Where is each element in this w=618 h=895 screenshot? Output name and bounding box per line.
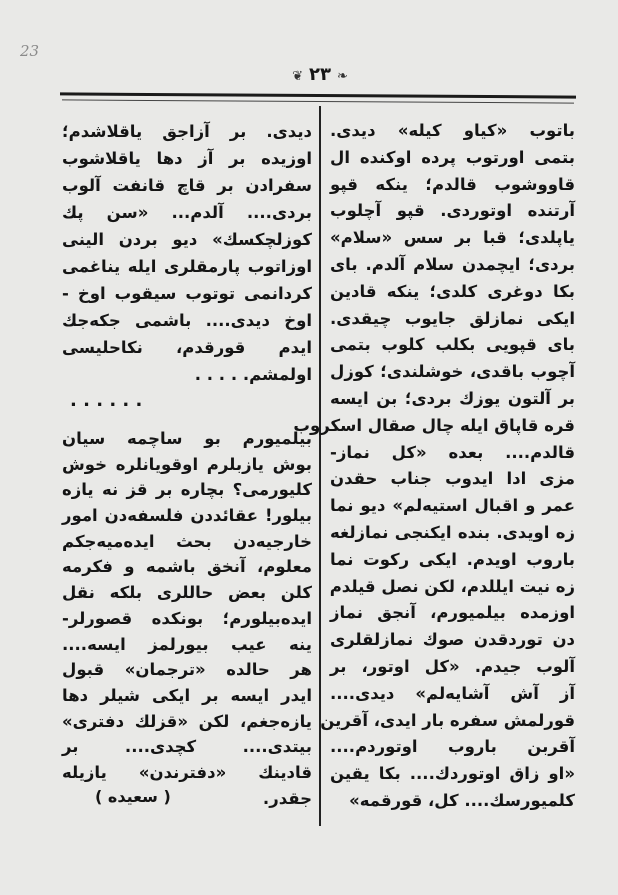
text-line: اوزمده بیلمیورم، آنجق نماز bbox=[330, 603, 575, 623]
text-line: آز آش آشایه‌لم» دیدی.... bbox=[330, 683, 575, 703]
header-rule-thick bbox=[60, 92, 576, 98]
text-line: بردی؛ ایچمدن سلام آلدم. بای bbox=[330, 254, 575, 274]
text-line: یاپلدی؛ قبا بر سس «سلام» bbox=[330, 228, 575, 248]
margin-pencil-note: 23 bbox=[20, 42, 40, 60]
text-line: ایده‌بیلورم؛ بونکده قصورلر- bbox=[62, 608, 312, 628]
text-line: بیتدی.... کچدی.... بر bbox=[62, 737, 312, 757]
text-line: آلوب جیدم. «کل اوتور، بر bbox=[330, 656, 575, 676]
text-line: یازه‌جغم، لکن «قزلك دفتری» bbox=[62, 711, 312, 731]
right-column bbox=[293, 118, 575, 815]
text-line: ینه عیب بیورلمز ایسه.... bbox=[62, 634, 312, 654]
text-line: بردی.... آلدم... «سن پك bbox=[62, 203, 312, 222]
text-line: قادینك «دفترندن» یازیله bbox=[62, 762, 312, 782]
left-column-bottom bbox=[62, 426, 312, 811]
text-line: اوزیده بر آز دها یاقلاشوب bbox=[62, 149, 312, 168]
left-column-top bbox=[62, 118, 312, 388]
text-line: آقربن باروب اوتوردم.... bbox=[330, 737, 575, 757]
section-separator-dots: . . . . . . bbox=[70, 390, 143, 411]
page-number: ۲۳ bbox=[309, 64, 331, 85]
page-header bbox=[270, 64, 370, 85]
text-line: باتوب «کیاو کیله» دیدی. bbox=[330, 121, 575, 140]
text-line: کردانمی توتوب سیقوب اوخ - bbox=[62, 284, 312, 303]
text-line: جقدر. bbox=[262, 788, 312, 808]
text-line: اولمشم. . . . . bbox=[194, 365, 312, 384]
text-line: ایکی نمازلق جایوب چیقدی. bbox=[330, 308, 575, 328]
ornament-right-icon: ❧ bbox=[336, 69, 348, 84]
text-line: اوزاتوب پارمقلری ایله یناغمی bbox=[62, 257, 312, 276]
text-line: اوخ دیدی.... باشمی جکه‌جك bbox=[62, 311, 312, 330]
text-line: کوزلچکسك» دیو بردن الینی bbox=[62, 230, 312, 249]
author-signature: ( سعیده ) bbox=[95, 787, 171, 806]
text-line: قورلمش سفره بار ایدی، آقرین bbox=[320, 710, 575, 730]
text-line: ایدر ایسه بر ایکی شیلر دها bbox=[62, 685, 312, 705]
text-line: بکا دوغری کلدی؛ ینکه قادین bbox=[330, 281, 575, 301]
text-line: بیلمیورم بو ساچمه سیان bbox=[62, 429, 312, 448]
text-line: خارجیه‌دن بحث ایده‌میه‌جکم bbox=[62, 531, 312, 551]
text-line: بای قپویی بکلب کلوب بتمی bbox=[330, 335, 575, 355]
text-line: آرتنده اوتوردی. قپو آچلوب bbox=[330, 201, 575, 221]
text-line: بر آلتون یوزك بردی؛ بن ایسه bbox=[330, 388, 575, 408]
text-line: کلمیورسك.... کل، قورقمه» bbox=[349, 790, 575, 810]
text-line: کلیورمی؟ بچاره بر قز نه یازه bbox=[62, 480, 312, 500]
text-line: باروب اویدم. ایکی رکوت نما bbox=[330, 549, 575, 569]
text-line: معلوم، آنخق باشمه و فکرمه bbox=[62, 557, 312, 577]
text-line: کلن بعض حاللری بلکه نقل bbox=[62, 583, 312, 603]
ornament-left-icon: ❦ bbox=[292, 69, 303, 84]
text-line: زه اویدی. بنده ایکنجی نمازلغه bbox=[330, 522, 575, 542]
text-line: آچوب باقدی، خوشلندی؛ کوزل bbox=[330, 362, 575, 382]
text-line: بتمی اورتوب پرده اوکنده ال bbox=[330, 147, 575, 167]
text-line: بیلور! عقائددن فلسفه‌دن امور bbox=[62, 506, 312, 526]
text-line: بوش یازبلرم اوقویانلره خوش bbox=[62, 454, 312, 474]
text-line: قالدم.... بعده «کل نماز- bbox=[330, 442, 575, 462]
text-line: هر حالده «ترجمان» قبول bbox=[62, 660, 312, 680]
text-line: «او زاق اوتوردك.... بکا یقین bbox=[330, 764, 575, 784]
text-line: عمر و اقبال استیه‌لم» دیو نما bbox=[330, 496, 575, 516]
text-line: دیدی. بر آزاجق یاقلاشدم؛ bbox=[62, 122, 312, 141]
text-line: قره قاپاق ایله چال صقال اسکروب bbox=[293, 415, 575, 435]
text-line: ایدم قورقدم، نکاحلیسی bbox=[62, 338, 312, 357]
text-line: قاووشوب قالدم؛ ینکه قپو bbox=[330, 174, 575, 194]
text-line: دن توردقدن صوك نمازلقلری bbox=[330, 630, 575, 650]
header-rule-thin bbox=[62, 99, 574, 103]
text-line: زه نیت ایللدم، لکن نصل قیلدم bbox=[329, 576, 575, 596]
text-line: سفرادن بر قاچ قانفت آلوب bbox=[62, 176, 312, 195]
text-line: مزی ادا ایدوب جناب حقدن bbox=[330, 469, 575, 489]
